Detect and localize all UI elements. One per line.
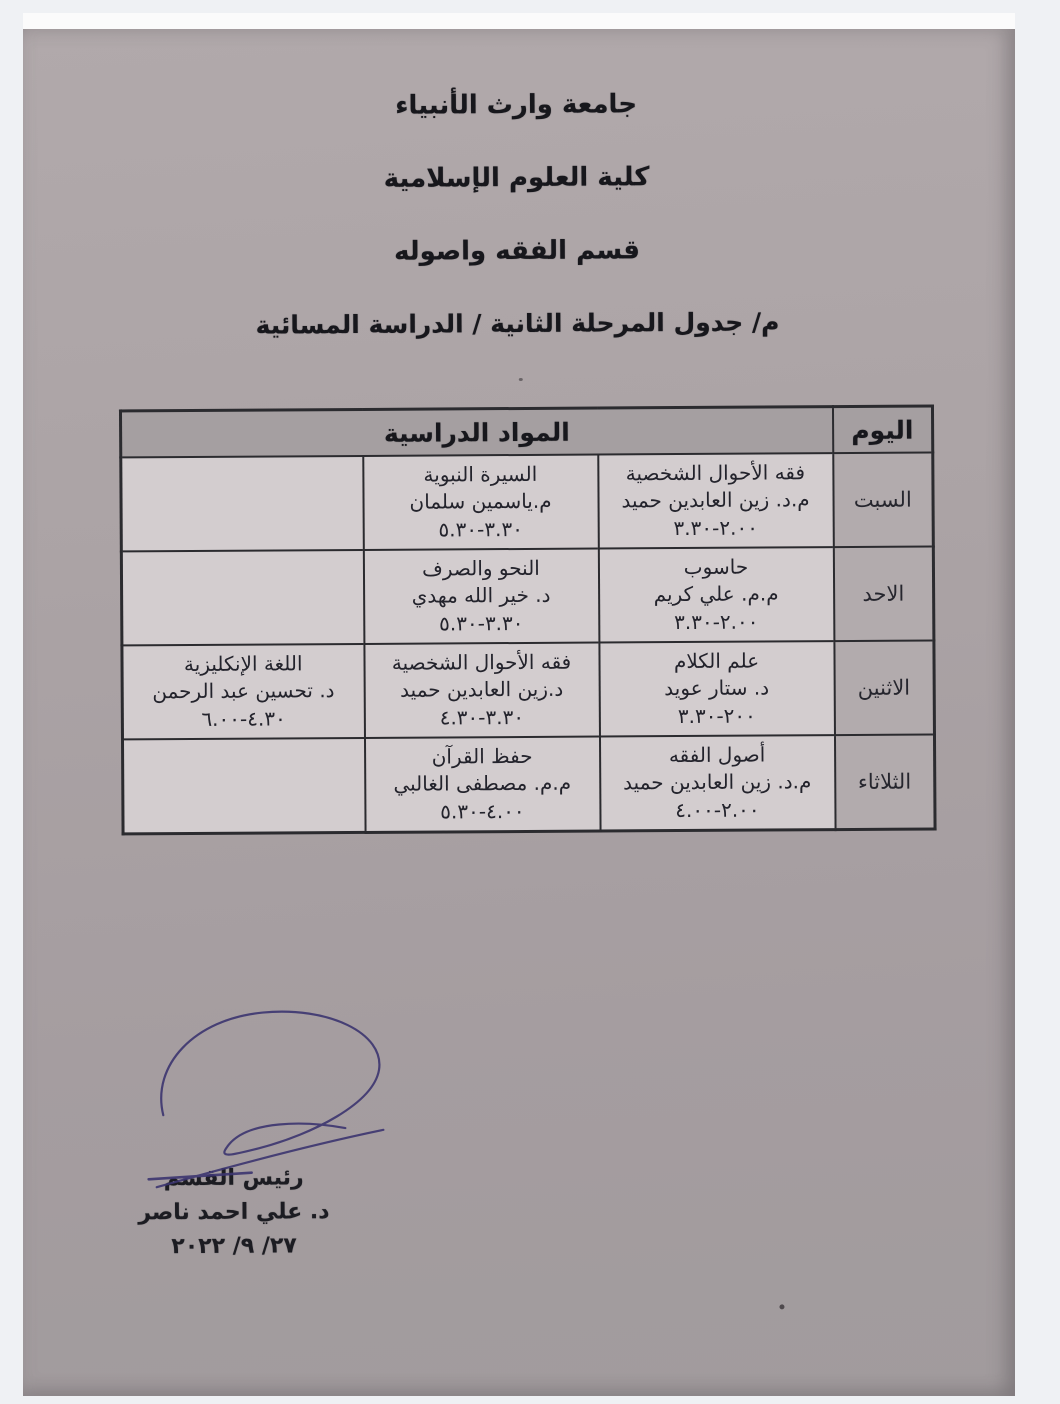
- time-range: ٢.٠٠-٤.٠٠: [675, 797, 760, 822]
- time-range: ٣.٣٠-٥.٣٠: [439, 610, 524, 636]
- paper-sheet: [23, 29, 1015, 1396]
- teacher-name: م.م. علي كريم: [653, 581, 779, 607]
- artifact-dot: [779, 1304, 784, 1309]
- time-range: ٤.٣٠-٦.٠٠: [201, 706, 286, 731]
- day-cell: الاحد: [833, 546, 934, 641]
- teacher-name: د. ستار عويد: [664, 675, 770, 701]
- subject-name: حفظ القرآن: [431, 743, 533, 769]
- teacher-name: م.د. زين العابدين حميد: [621, 487, 810, 513]
- subject-cell: [364, 737, 600, 833]
- time-range: ٢.٠٠-٣.٣٠: [673, 515, 758, 540]
- subject-name: فقه الأحوال الشخصية: [391, 649, 572, 675]
- table-row-sunday: [121, 546, 934, 645]
- schedule-title: م/ جدول المرحلة الثانية / الدراسة المسائية: [255, 307, 780, 340]
- subject-name: حاسوب: [683, 554, 749, 579]
- timetable: [122, 404, 937, 835]
- subject-name: النحو والصرف: [422, 555, 540, 581]
- subject-cell-empty: [121, 456, 364, 551]
- day-cell: الاثنين: [834, 640, 935, 735]
- subject-cell: [363, 549, 599, 644]
- subject-cell: [363, 455, 599, 550]
- document-header: [23, 86, 1014, 384]
- teacher-name: د. تحسين عبد الرحمن: [152, 678, 335, 704]
- department-name: قسم الفقه واصوله: [393, 235, 641, 267]
- time-range: ٢٠٠-٣.٣٠: [677, 703, 756, 728]
- time-range: ٣.٣٠-٥.٣٠: [438, 516, 523, 542]
- teacher-name: م.ياسمين سلمان: [409, 489, 552, 514]
- teacher-name: م.د. زين العابدين حميد: [623, 769, 812, 795]
- subject-name: السيرة النبوية: [423, 461, 538, 487]
- subject-cell: [364, 643, 600, 738]
- subject-name: أصول الفقه: [668, 742, 766, 767]
- teacher-name: م.م. مصطفى الغالبي: [393, 770, 572, 796]
- subject-cell: [599, 735, 835, 831]
- signature-block: [114, 1161, 355, 1264]
- day-column-header: اليوم: [832, 406, 932, 453]
- day-cell: الثلاثاء: [834, 734, 935, 829]
- artifact-dot: [519, 378, 523, 381]
- university-name: جامعة وارث الأنبياء: [395, 89, 638, 121]
- scanned-document-photo: [23, 13, 1015, 1396]
- signature-date: ٢٧/ ٩/ ٢٠٢٢: [171, 1233, 297, 1260]
- day-cell: السبت: [833, 452, 934, 547]
- subject-name: علم الكلام: [673, 648, 760, 673]
- table-row-monday: [122, 640, 935, 739]
- subject-cell: [122, 644, 365, 739]
- time-range: ٢.٠٠-٣.٣٠: [674, 609, 759, 634]
- subjects-column-header: المواد الدراسية: [120, 407, 832, 458]
- schedule-table: [119, 404, 937, 835]
- subject-name: فقه الأحوال الشخصية: [625, 459, 806, 485]
- time-range: ٣.٣٠-٤.٣٠: [439, 704, 525, 730]
- subject-cell-empty: [121, 550, 364, 645]
- teacher-name: د.زين العابدين حميد: [400, 676, 564, 702]
- college-name: كلية العلوم الإسلامية: [383, 162, 650, 194]
- subject-name: اللغة الإنكليزية: [183, 650, 303, 676]
- subject-cell: [599, 641, 835, 736]
- table-row-tuesday: [122, 734, 935, 833]
- subject-cell: [598, 453, 834, 548]
- table-header-row: [120, 406, 932, 457]
- subject-cell: [598, 547, 834, 642]
- signature-title: رئيس القسم: [163, 1165, 304, 1192]
- table-row-saturday: [121, 452, 934, 551]
- subject-cell-empty: [122, 738, 365, 834]
- document-content: [23, 29, 1015, 1396]
- signer-name: د. علي احمد ناصر: [138, 1199, 330, 1226]
- time-range: ٤.٠٠-٥.٣٠: [440, 798, 525, 824]
- teacher-name: د. خير الله مهدي: [411, 583, 551, 608]
